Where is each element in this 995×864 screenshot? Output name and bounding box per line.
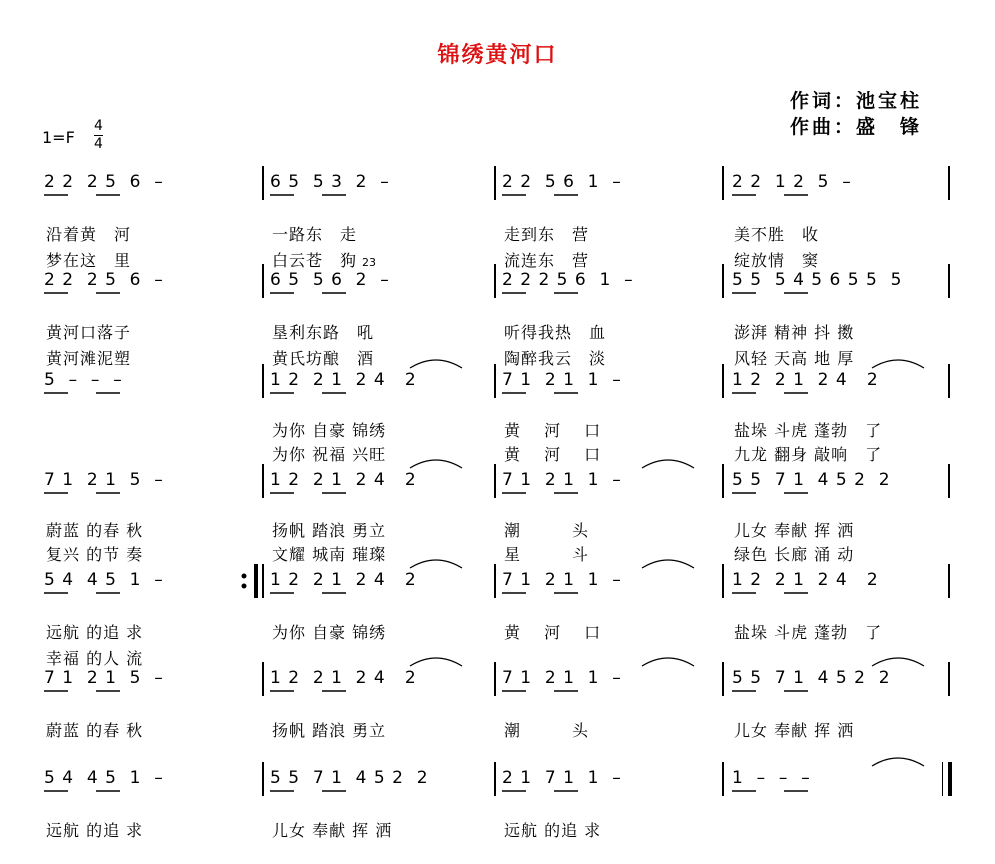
measure-notes: 1 2 2 1 2 4 2 bbox=[732, 570, 879, 590]
measure-notes: 1 2 2 1 2 4 2 bbox=[270, 668, 417, 688]
lyric-line: 垦利东路 吼 bbox=[272, 323, 375, 342]
barline bbox=[722, 564, 724, 598]
measure-notes: 7 1 2 1 1 – bbox=[502, 570, 622, 590]
lyric-line: 潮 头 bbox=[504, 721, 590, 740]
repeat-barline-thin bbox=[262, 564, 263, 598]
barline bbox=[948, 662, 950, 696]
barline bbox=[494, 166, 496, 200]
measure-notes: 1 2 2 1 2 4 2 bbox=[270, 570, 417, 590]
measure-notes: 1 2 2 1 2 4 2 bbox=[270, 370, 417, 390]
barline bbox=[722, 264, 724, 298]
slur bbox=[642, 658, 694, 666]
lyric-line: 走到东 营 bbox=[504, 225, 590, 244]
barline bbox=[948, 364, 950, 398]
lyric-line: 扬帆 踏浪 勇立 bbox=[272, 521, 387, 540]
lyric-line: 儿女 奉献 挥 洒 bbox=[734, 721, 855, 740]
measure-notes: 5 5 7 1 4 5 2 2 bbox=[270, 768, 429, 788]
key-signature: 1=F bbox=[42, 128, 75, 147]
lyric-line: 听得我热 血 bbox=[504, 323, 607, 342]
slur bbox=[410, 360, 462, 368]
lyric-line: 陶醉我云 淡 bbox=[504, 349, 607, 368]
barline bbox=[494, 762, 496, 796]
barline bbox=[262, 364, 264, 398]
measure-notes: 2 2 2 5 6 – bbox=[44, 172, 164, 192]
lyric-line: 为你 自豪 锦绣 bbox=[272, 623, 387, 642]
lyric-line: 九龙 翻身 敲响 了 bbox=[734, 445, 883, 464]
time-signature bbox=[94, 118, 103, 153]
lyric-line: 风轻 天高 地 厚 bbox=[734, 349, 855, 368]
slur bbox=[410, 658, 462, 666]
barline bbox=[262, 464, 264, 498]
barline bbox=[948, 564, 950, 598]
measure-notes: 6 5 5 6 2 – bbox=[270, 270, 390, 290]
barline-thin bbox=[942, 762, 943, 796]
lyric-line: 一路东 走 bbox=[272, 225, 358, 244]
repeat-dot bbox=[242, 574, 247, 579]
lyric-line: 远航 的追 求 bbox=[46, 623, 144, 642]
lyric-line: 文耀 城南 璀璨 bbox=[272, 545, 387, 564]
barline bbox=[262, 166, 264, 200]
lyric-line: 黄 河 口 bbox=[504, 421, 602, 440]
lyric-line: 儿女 奉献 挥 洒 bbox=[272, 821, 393, 840]
slur bbox=[410, 560, 462, 568]
measure-notes: 6 5 5 3 2 – bbox=[270, 172, 390, 192]
lyric-line: 盐垛 斗虎 蓬勃 了 bbox=[734, 623, 883, 642]
barline bbox=[722, 464, 724, 498]
barline bbox=[948, 166, 950, 200]
barline bbox=[262, 662, 264, 696]
barline bbox=[262, 264, 264, 298]
lyric-line: 儿女 奉献 挥 洒 bbox=[734, 521, 855, 540]
lyric-line: 梦在这 里 bbox=[46, 251, 132, 270]
measure-notes: 1 – – – bbox=[732, 768, 811, 788]
barline bbox=[722, 364, 724, 398]
lyric-line: 扬帆 踏浪 勇立 bbox=[272, 721, 387, 740]
composer-credit: 作曲：盛 锋 bbox=[790, 116, 923, 138]
lyric-line: 幸福 的人 流 bbox=[46, 649, 144, 668]
lyric-line: 绿色 长廊 涌 动 bbox=[734, 545, 855, 564]
barline bbox=[494, 364, 496, 398]
lyric-line: 为你 自豪 锦绣 bbox=[272, 421, 387, 440]
lyric-line: 潮 头 bbox=[504, 521, 590, 540]
slur bbox=[872, 658, 924, 666]
lyric-line: 蔚蓝 的春 秋 bbox=[46, 721, 144, 740]
lyric-line: 沿着黄 河 bbox=[46, 225, 132, 244]
lyric-line: 为你 祝福 兴旺 bbox=[272, 445, 387, 464]
measure-notes: 7 1 2 1 1 – bbox=[502, 370, 622, 390]
lyric-line: 黄河滩泥塑 bbox=[46, 349, 132, 368]
slur bbox=[872, 360, 924, 368]
measure-notes: 5 4 4 5 1 – bbox=[44, 768, 164, 788]
measure-notes: 7 1 2 1 5 – bbox=[44, 668, 164, 688]
lyric-line: 复兴 的节 奏 bbox=[46, 545, 144, 564]
lyric-line: 黄 河 口 bbox=[504, 445, 602, 464]
barline bbox=[948, 762, 952, 796]
barline bbox=[948, 264, 950, 298]
lyric-line: 澎湃 精神 抖 擞 bbox=[734, 323, 855, 342]
slur bbox=[642, 560, 694, 568]
barline bbox=[494, 264, 496, 298]
lyric-line: 远航 的追 求 bbox=[46, 821, 144, 840]
barline bbox=[262, 762, 264, 796]
lyricist-credit: 作词：池宝柱 bbox=[790, 90, 923, 112]
measure-notes: 7 1 2 1 5 – bbox=[44, 470, 164, 490]
grace-note: 23 bbox=[362, 256, 376, 269]
measure-notes: 7 1 2 1 1 – bbox=[502, 470, 622, 490]
measure-notes: 2 2 1 2 5 – bbox=[732, 172, 852, 192]
barline bbox=[722, 166, 724, 200]
lyric-line: 星 斗 bbox=[504, 545, 590, 564]
measure-notes: 2 2 5 6 1 – bbox=[502, 172, 622, 192]
barline bbox=[494, 464, 496, 498]
barline bbox=[722, 662, 724, 696]
barline bbox=[948, 464, 950, 498]
lyric-line: 黄 河 口 bbox=[504, 623, 602, 642]
page-title: 锦绣黄河口 bbox=[437, 43, 558, 68]
lyric-line: 盐垛 斗虎 蓬勃 了 bbox=[734, 421, 883, 440]
repeat-barline-thick bbox=[254, 564, 258, 598]
barline bbox=[494, 564, 496, 598]
measure-notes: 2 2 2 5 6 – bbox=[44, 270, 164, 290]
measure-notes: 1 2 2 1 2 4 2 bbox=[732, 370, 879, 390]
measure-notes: 1 2 2 1 2 4 2 bbox=[270, 470, 417, 490]
measure-notes: 2 1 7 1 1 – bbox=[502, 768, 622, 788]
measure-notes: 5 4 4 5 1 – bbox=[44, 570, 164, 590]
repeat-dot bbox=[242, 584, 247, 589]
measure-notes: 5 5 5 4 5 6 5 5 5 bbox=[732, 270, 903, 290]
lyric-line: 流连东 营 bbox=[504, 251, 590, 270]
lyric-line: 蔚蓝 的春 秋 bbox=[46, 521, 144, 540]
lyric-line: 黄河口落子 bbox=[46, 323, 132, 342]
slur bbox=[410, 460, 462, 468]
lyric-line: 白云苍 狗 bbox=[272, 251, 358, 270]
time-top: 4 bbox=[94, 118, 103, 134]
lyric-line: 美不胜 收 bbox=[734, 225, 820, 244]
measure-notes: 2 2 2 5 6 1 – bbox=[502, 270, 634, 290]
measure-notes: 5 5 7 1 4 5 2 2 bbox=[732, 470, 891, 490]
slur bbox=[872, 758, 924, 766]
measure-notes: 5 5 7 1 4 5 2 2 bbox=[732, 668, 891, 688]
lyric-line: 黄氏坊酿 酒 bbox=[272, 349, 375, 368]
time-bottom: 4 bbox=[94, 136, 103, 152]
slur bbox=[642, 460, 694, 468]
barline bbox=[722, 762, 724, 796]
lyric-line: 绽放情 窦 bbox=[734, 251, 820, 270]
lyric-line: 远航 的追 求 bbox=[504, 821, 602, 840]
barline bbox=[494, 662, 496, 696]
measure-notes: 5 – – – bbox=[44, 370, 123, 390]
measure-notes: 7 1 2 1 1 – bbox=[502, 668, 622, 688]
